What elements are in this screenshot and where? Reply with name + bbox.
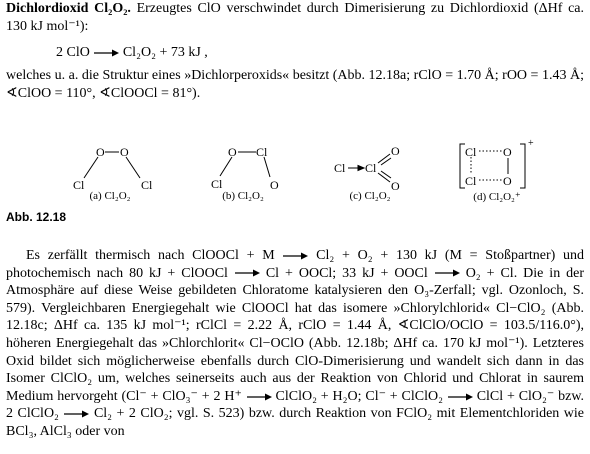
figure-label: Abb. 12.18	[6, 210, 67, 224]
atom-label: O	[503, 174, 512, 188]
atom-label: O	[96, 145, 105, 159]
reaction-arrow-icon	[63, 410, 89, 418]
dimerization-equation	[56, 45, 208, 61]
atom-label: Cl	[141, 178, 153, 192]
reaction-arrow-icon	[93, 49, 119, 57]
atom-label: Cl	[465, 174, 477, 188]
atom-label: Cl	[365, 161, 377, 175]
text-run: Cl₂ + 2 ClO₂; vgl. S. 523) bzw. durch Reaktion von FClO₂ mit Elementchloriden wie BCl₃, AlCl₃ oder von	[6, 406, 585, 439]
atom-label: O	[270, 178, 279, 192]
atom-label: O	[391, 179, 400, 193]
text-run: Cl + OOCl; 33 kJ + OOCl	[265, 265, 428, 281]
atom-label: Cl	[465, 145, 477, 159]
section-heading: Dichlordioxid Cl₂O₂.	[6, 1, 131, 16]
reaction-arrow-icon	[246, 393, 272, 401]
paragraph-structure: welches u. a. die Struktur eines »Dichlorperoxids« besitzt (Abb. 12.18a; rClO = 1.70 Å; rOO = 1.43 Å; ∢ClOO = 110°, ∢ClOOCl = 81°).	[6, 68, 584, 101]
figure-caption: (d) Cl₂O₂⁺	[473, 191, 521, 203]
text-run: ClCl + ClO₂⁻ bzw. 2 ClClO₂	[6, 388, 585, 422]
text-run: Es zerfällt thermisch nach ClOOCl + M	[26, 248, 275, 263]
text-run: Cl₂ + O₂ + 130 kJ (M = Stoßpartner) und photochemisch nach 80 kJ + ClOOCl	[6, 248, 585, 281]
figure-caption: (c) Cl₂O₂	[349, 190, 391, 202]
figure-caption: (a) Cl₂O₂	[89, 190, 131, 202]
text-run: O₂ + Cl. Die in der Atmosphäre auf diese Weise gebildeten Chloratome katalysieren den O₃-Zerfall; vgl. Ozonloch, S. 579). Vergleichbaren Energiegehalt wie ClOOCl hat das isomere »Chlorylchlorid« Cl−ClO₂ (Abb. 12.18c; ΔHf ca. 135 kJ mol⁻¹; rClCl = 2.22 Å, rClO = 1.44 Å, ∢ClClO/OClO = 103.5/116.0°), höheren Energiegehalt das »Chlorchlorit« Cl−OClO (Abb. 12.18b; ΔHf ca. 170 kJ mol⁻¹). Letzteres Oxid bildet sich möglicherweise ebenfalls durch ClO-Dimerisierung und wandelt sich dann in das Isomer ClClO₂ um, welches seinerseits auch aus der Reaktion von Chlorid und Chlorat in saurem Medium hervorgeht (Cl⁻ + ClO₃⁻ + 2 H⁺	[6, 265, 585, 404]
reaction-arrow-icon	[447, 393, 473, 401]
atom-label: O	[228, 145, 237, 159]
atom-label: Cl	[334, 161, 346, 175]
atom-label: O	[391, 144, 400, 158]
reaction-arrow-icon	[234, 269, 260, 277]
paragraph-intro-text: Erzeugtes ClO verschwindet durch Dimerisierung zu Dichlordioxid (ΔHf ca. 130 kJ mol⁻¹):	[6, 1, 584, 34]
atom-label: Cl	[211, 177, 223, 191]
paragraph-decomposition	[6, 247, 584, 441]
reaction-arrow-icon	[434, 269, 460, 277]
atom-label: O	[503, 145, 512, 159]
figure-caption: (b) Cl₂O₂	[222, 190, 264, 202]
atom-label: Cl	[73, 178, 85, 192]
structure-a	[84, 152, 140, 178]
charge-label: +	[528, 138, 534, 149]
equation-rhs: Cl₂O₂ + 73 kJ ,	[122, 45, 208, 60]
reaction-arrow-icon	[282, 252, 308, 260]
paragraph-intro	[6, 0, 584, 35]
text-run: ClClO₂ + H₂O; Cl⁻ + ClClO₂	[275, 388, 443, 404]
atom-label: O	[120, 145, 129, 159]
equation-lhs: 2 ClO	[56, 45, 90, 60]
atom-label: Cl	[256, 145, 268, 159]
